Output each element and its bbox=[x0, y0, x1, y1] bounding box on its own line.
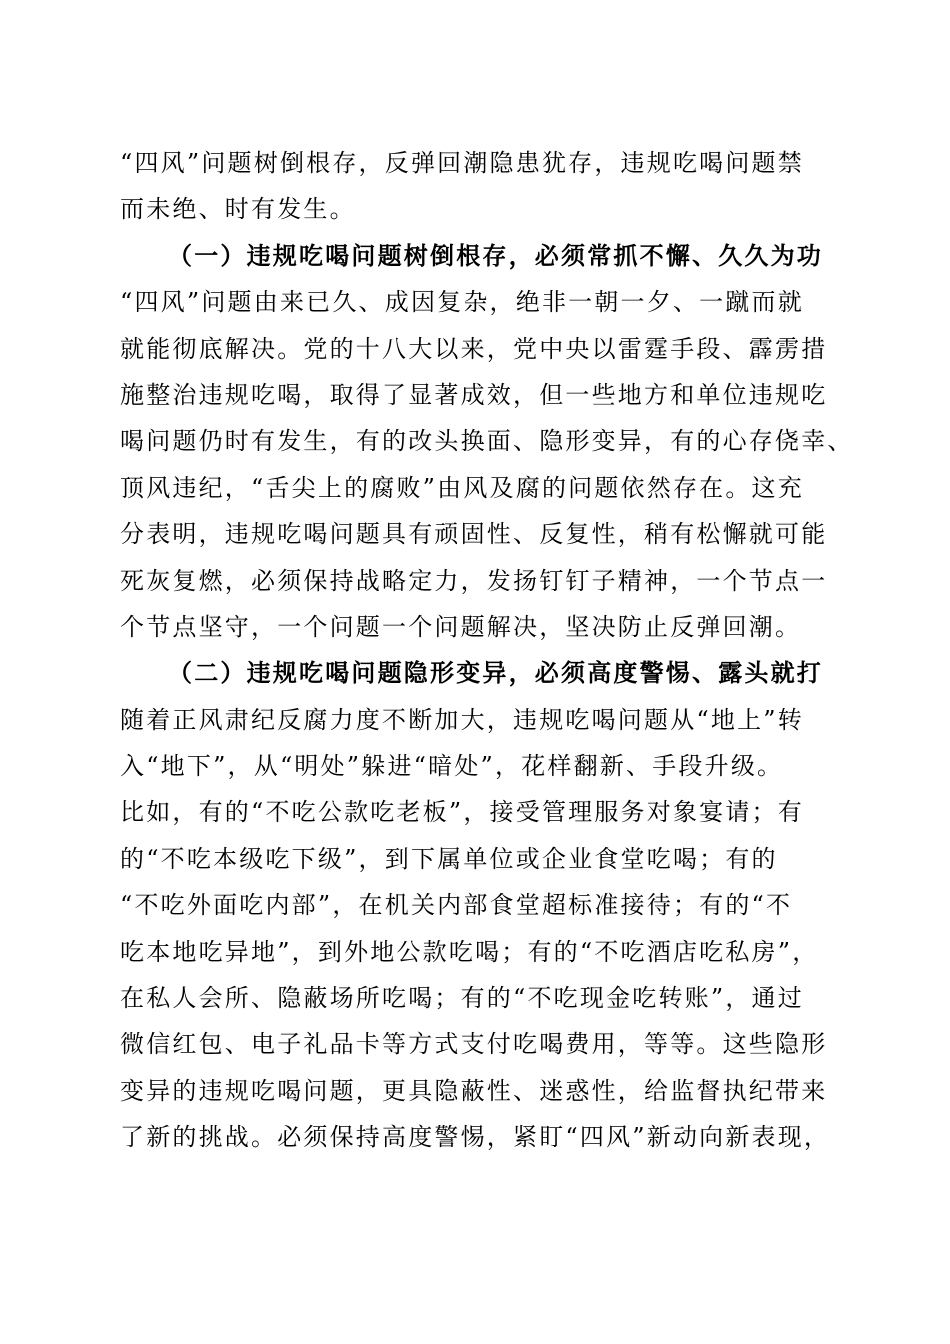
section-heading-1: （一）违规吃喝问题树倒根存，必须常抓不懈、久久为功 bbox=[168, 240, 823, 270]
section-heading-2: （二）违规吃喝问题隐形变异，必须高度警惕、露头就打 bbox=[168, 658, 823, 688]
text-line: 而未绝、时有发生。 bbox=[120, 195, 356, 224]
text-line: 变异的违规吃喝问题，更具隐蔽性、迷惑性，给监督执纪带来 bbox=[120, 1076, 828, 1105]
text-line: “不吃外面吃内部”，在机关内部食堂超标准接待；有的“不 bbox=[120, 891, 793, 920]
text-line: 的“不吃本级吃下级”，到下属单位或企业食堂吃喝；有的 bbox=[120, 844, 778, 873]
text-line: 施整治违规吃喝，取得了显著成效，但一些地方和单位违规吃 bbox=[120, 380, 828, 409]
text-line: 分表明，违规吃喝问题具有顽固性、反复性，稍有松懈就可能 bbox=[120, 520, 828, 549]
text-line: 了新的挑战。必须保持高度警惕，紧盯“四风”新动向新表现， bbox=[120, 1123, 831, 1152]
text-line: 就能彻底解决。党的十八大以来，党中央以雷霆手段、霹雳措 bbox=[120, 334, 828, 363]
text-line: 个节点坚守，一个问题一个问题解决，坚决防止反弹回潮。 bbox=[120, 612, 802, 641]
text-line: “四风”问题由来已久、成因复杂，绝非一朝一夕、一蹴而就 bbox=[120, 288, 804, 317]
text-line: 喝问题仍时有发生，有的改头换面、隐形变异，有的心存侥幸、 bbox=[120, 427, 854, 456]
text-line: 随着正风肃纪反腐力度不断加大，违规吃喝问题从“地上”转 bbox=[120, 705, 804, 734]
text-line: 顶风违纪，“舌尖上的腐败”由风及腐的问题依然存在。这充 bbox=[120, 473, 804, 502]
text-line: 入“地下”，从“明处”躲进“暗处”，花样翻新、手段升级。 bbox=[120, 752, 784, 781]
text-line: “四风”问题树倒根存，反弹回潮隐患犹存，违规吃喝问题禁 bbox=[120, 149, 804, 177]
text-line: 比如，有的“不吃公款吃老板”，接受管理服务对象宴请；有 bbox=[120, 798, 804, 827]
text-line: 在私人会所、隐蔽场所吃喝；有的“不吃现金吃转账”，通过 bbox=[120, 984, 804, 1013]
text-line: 吃本地吃异地”，到外地公款吃喝；有的“不吃酒店吃私房”， bbox=[120, 937, 819, 966]
document-body bbox=[120, 140, 854, 1161]
text-line: 微信红包、电子礼品卡等方式支付吃喝费用，等等。这些隐形 bbox=[120, 1030, 828, 1059]
text-line: 死灰复燃，必须保持战略定力，发扬钉钉子精神，一个节点一 bbox=[120, 566, 828, 595]
